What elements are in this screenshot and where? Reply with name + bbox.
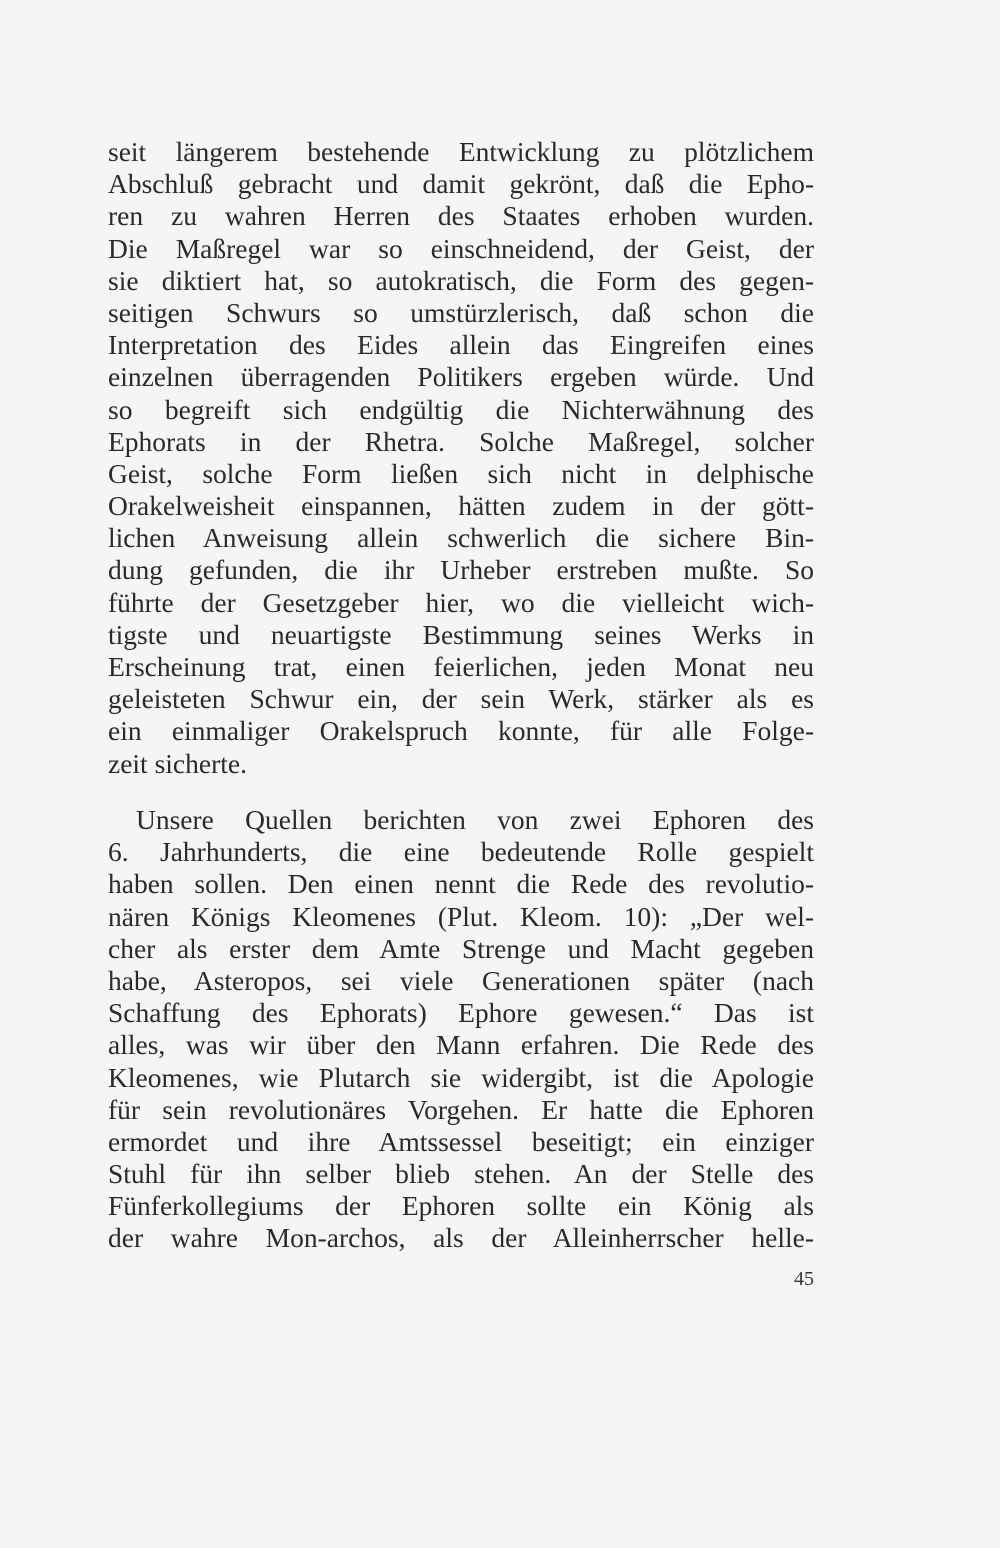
text-line: Ephorats in der Rhetra. Solche Maßregel, solcher — [108, 425, 814, 457]
text-line: Interpretation des Eides allein das Eingreifen eines — [108, 329, 814, 361]
text-line: Erscheinung trat, einen feierlichen, jeden Monat neu — [108, 651, 814, 682]
text-line: ein einmaliger Orakelspruch konnte, für alle Folge- — [108, 715, 814, 747]
text-line: für sein revolutionäres Vorgehen. Er hatte die Ephoren — [108, 1093, 814, 1125]
text-line: tigste und neuartigste Bestimmung seines Werks in — [108, 618, 814, 650]
text-line: Orakelweisheit einspannen, hätten zudem in der gött- — [108, 490, 814, 522]
text-line: alles, was wir über den Mann erfahren. Die Rede des — [108, 1029, 814, 1061]
text-line: führte der Gesetzgeber hier, wo die vielleicht wich- — [108, 586, 814, 618]
text-line: Kleomenes, wie Plutarch sie widergibt, ist die Apologie — [108, 1061, 814, 1093]
text-line: dung gefunden, die ihr Urheber erstreben mußte. So — [108, 554, 814, 586]
text-line: nären Königs Kleomenes (Plut. Kleom. 10): „Der wel- — [108, 900, 814, 932]
text-line: geleisteten Schwur ein, der sein Werk, stärker als es — [108, 683, 814, 715]
text-line: seitigen Schwurs so umstürzlerisch, daß schon die — [108, 296, 814, 328]
text-line: Geist, solche Form ließen sich nicht in delphische — [108, 457, 814, 489]
paragraph-2 — [108, 804, 814, 1255]
text-line: Die Maßregel war so einschneidend, der Geist, der — [108, 232, 814, 264]
text-line: haben sollen. Den einen nennt die Rede des revolutio- — [108, 868, 814, 900]
text-line: lichen Anweisung allein schwerlich die sichere Bin- — [108, 522, 814, 554]
text-line: cher als erster dem Amte Strenge und Macht gegeben — [108, 932, 814, 964]
text-line: sie diktiert hat, so autokratisch, die Form des gegen- — [108, 264, 814, 296]
page-number: 45 — [794, 1268, 814, 1290]
text-line: zeit sicherte. — [108, 747, 247, 779]
paragraph-1 — [108, 136, 814, 780]
text-line: der wahre Mon-archos, als der Alleinherrscher helle- — [108, 1222, 814, 1254]
text-line: so begreift sich endgültig die Nichterwähnung des — [108, 393, 814, 425]
text-line: Stuhl für ihn selber blieb stehen. An der Stelle des — [108, 1158, 814, 1190]
text-line: Fünferkollegiums der Ephoren sollte ein König als — [108, 1190, 814, 1222]
text-line: Unsere Quellen berichten von zwei Ephoren des — [136, 804, 814, 835]
text-line: 6. Jahrhunderts, die eine bedeutende Rolle gespielt — [108, 836, 814, 868]
text-line: seit längerem bestehende Entwicklung zu plötzlichem — [108, 136, 814, 167]
text-line: ren zu wahren Herren des Staates erhoben wurden. — [108, 200, 814, 232]
text-line: einzelnen überragenden Politikers ergeben würde. Und — [108, 361, 814, 393]
text-line: Abschluß gebracht und damit gekrönt, daß die Epho- — [108, 168, 814, 200]
text-line: habe, Asteropos, sei viele Generationen später (nach — [108, 964, 814, 996]
text-line: Schaffung des Ephorats) Ephore gewesen.“ Das ist — [108, 997, 814, 1029]
text-line: ermordet und ihre Amtssessel beseitigt; ein einziger — [108, 1125, 814, 1157]
